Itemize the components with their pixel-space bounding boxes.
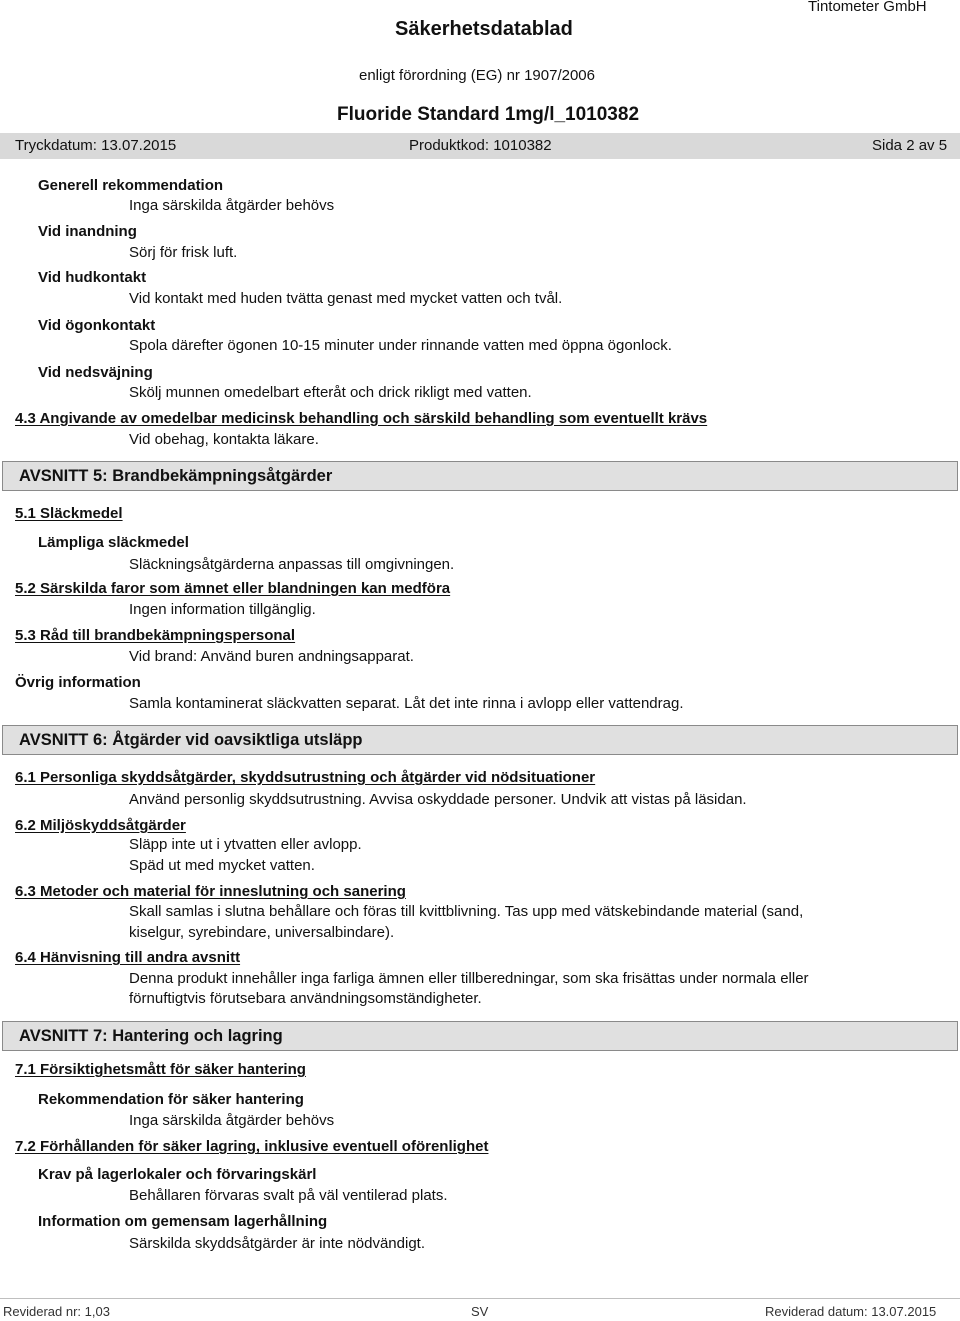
general-recommendation-text: Inga särskilda åtgärder behövs	[129, 197, 335, 214]
section-5-heading: AVSNITT 5: Brandbekämpningsåtgärder	[19, 467, 333, 485]
language-code: SV	[471, 1304, 489, 1319]
subsection-6-4-text-2: förnuftigtvis förutsebara användningsomständigheter.	[129, 990, 482, 1007]
subsection-6-2-text-1: Släpp inte ut i ytvatten eller avlopp.	[129, 836, 362, 853]
product-code: Produktkod: 1010382	[409, 137, 552, 154]
company-name: Tintometer GmbH	[808, 0, 927, 15]
ingestion-title: Vid nedsväjning	[38, 364, 153, 381]
section-7-heading: AVSNITT 7: Hantering och lagring	[19, 1027, 283, 1045]
print-date: Tryckdatum: 13.07.2015	[15, 137, 177, 154]
subsection-6-4-title: 6.4 Hänvisning till andra avsnitt	[15, 949, 241, 966]
subsection-6-2-text-2: Späd ut med mycket vatten.	[129, 857, 315, 874]
other-information-text: Samla kontaminerat släckvatten separat. Låt det inte rinna i avlopp eller vattendrag.	[129, 695, 684, 712]
ingestion-text: Skölj munnen omedelbart efteråt och drick rikligt med vatten.	[129, 384, 532, 401]
subsection-6-1-text: Använd personlig skyddsutrustning. Avvisa oskyddade personer. Undvik att vistas på läsidan.	[129, 791, 747, 808]
subsection-6-3-text-2: kiselgur, syrebindare, universalbindare).	[129, 924, 395, 941]
general-recommendation-title: Generell rekommendation	[38, 177, 224, 194]
subsection-6-3-text-1: Skall samlas i slutna behållare och föras till kvittblivning. Tas upp med vätskebindande material (sand,	[129, 903, 804, 920]
subsection-4-3-text: Vid obehag, kontakta läkare.	[129, 431, 319, 448]
subsection-6-2-title: 6.2 Miljöskyddsåtgärder	[15, 817, 186, 834]
skin-contact-text: Vid kontakt med huden tvätta genast med mycket vatten och tvål.	[129, 290, 563, 307]
storage-requirements-title: Krav på lagerlokaler och förvaringskärl	[38, 1166, 317, 1183]
inhalation-title: Vid inandning	[38, 223, 137, 240]
subsection-5-2-title: 5.2 Särskilda faror som ämnet eller blandningen kan medföra	[15, 580, 451, 597]
other-information-title: Övrig information	[15, 674, 141, 691]
subsection-5-3-text: Vid brand: Använd buren andningsapparat.	[129, 648, 414, 665]
common-storage-title: Information om gemensam lagerhållning	[38, 1213, 328, 1230]
footer-divider	[0, 1298, 960, 1299]
subsection-6-4-text-1: Denna produkt innehåller inga farliga ämnen eller tillberedningar, som ska frisättas under normala eller	[129, 970, 809, 987]
subsection-5-2-text: Ingen information tillgänglig.	[129, 601, 316, 618]
subsection-5-3-title: 5.3 Råd till brandbekämpningspersonal	[15, 627, 296, 644]
section-5-heading-bar	[2, 461, 958, 491]
subsection-5-1-title: 5.1 Släckmedel	[15, 505, 123, 522]
common-storage-text: Särskilda skyddsåtgärder är inte nödvändigt.	[129, 1235, 426, 1252]
safe-handling-title: Rekommendation för säker hantering	[38, 1091, 304, 1108]
suitable-media-title: Lämpliga släckmedel	[38, 534, 189, 551]
revision-number: Reviderad nr: 1,03	[3, 1304, 110, 1319]
subsection-6-1-title: 6.1 Personliga skyddsåtgärder, skyddsutrustning och åtgärder vid nödsituationer	[15, 769, 596, 786]
subsection-7-2-title: 7.2 Förhållanden för säker lagring, inklusive eventuell oförenlighet	[15, 1138, 489, 1155]
page-number: Sida 2 av 5	[872, 137, 948, 154]
subsection-4-3-title: 4.3 Angivande av omedelbar medicinsk behandling och särskild behandling som eventuellt krävs	[15, 410, 708, 427]
subsection-7-1-title: 7.1 Försiktighetsmått för säker hantering	[15, 1061, 306, 1078]
document-title: Säkerhetsdatablad	[395, 18, 573, 40]
storage-requirements-text: Behållaren förvaras svalt på väl ventilerad plats.	[129, 1187, 448, 1204]
eye-contact-title: Vid ögonkontakt	[38, 317, 156, 334]
suitable-media-text: Släckningsåtgärderna anpassas till omgivningen.	[129, 556, 455, 573]
section-7-heading-bar	[2, 1021, 958, 1051]
product-name: Fluoride Standard 1mg/l_1010382	[337, 104, 640, 125]
inhalation-text: Sörj för frisk luft.	[129, 244, 238, 261]
subsection-6-3-title: 6.3 Metoder och material för inneslutning och sanering	[15, 883, 406, 900]
eye-contact-text: Spola därefter ögonen 10-15 minuter under rinnande vatten med öppna ögonlock.	[129, 337, 672, 354]
skin-contact-title: Vid hudkontakt	[38, 269, 147, 286]
section-6-heading: AVSNITT 6: Åtgärder vid oavsiktliga utsläpp	[19, 731, 363, 749]
regulation-text: enligt förordning (EG) nr 1907/2006	[359, 67, 595, 84]
section-6-heading-bar	[2, 725, 958, 755]
revision-date: Reviderad datum: 13.07.2015	[765, 1304, 937, 1319]
safe-handling-text: Inga särskilda åtgärder behövs	[129, 1112, 335, 1129]
